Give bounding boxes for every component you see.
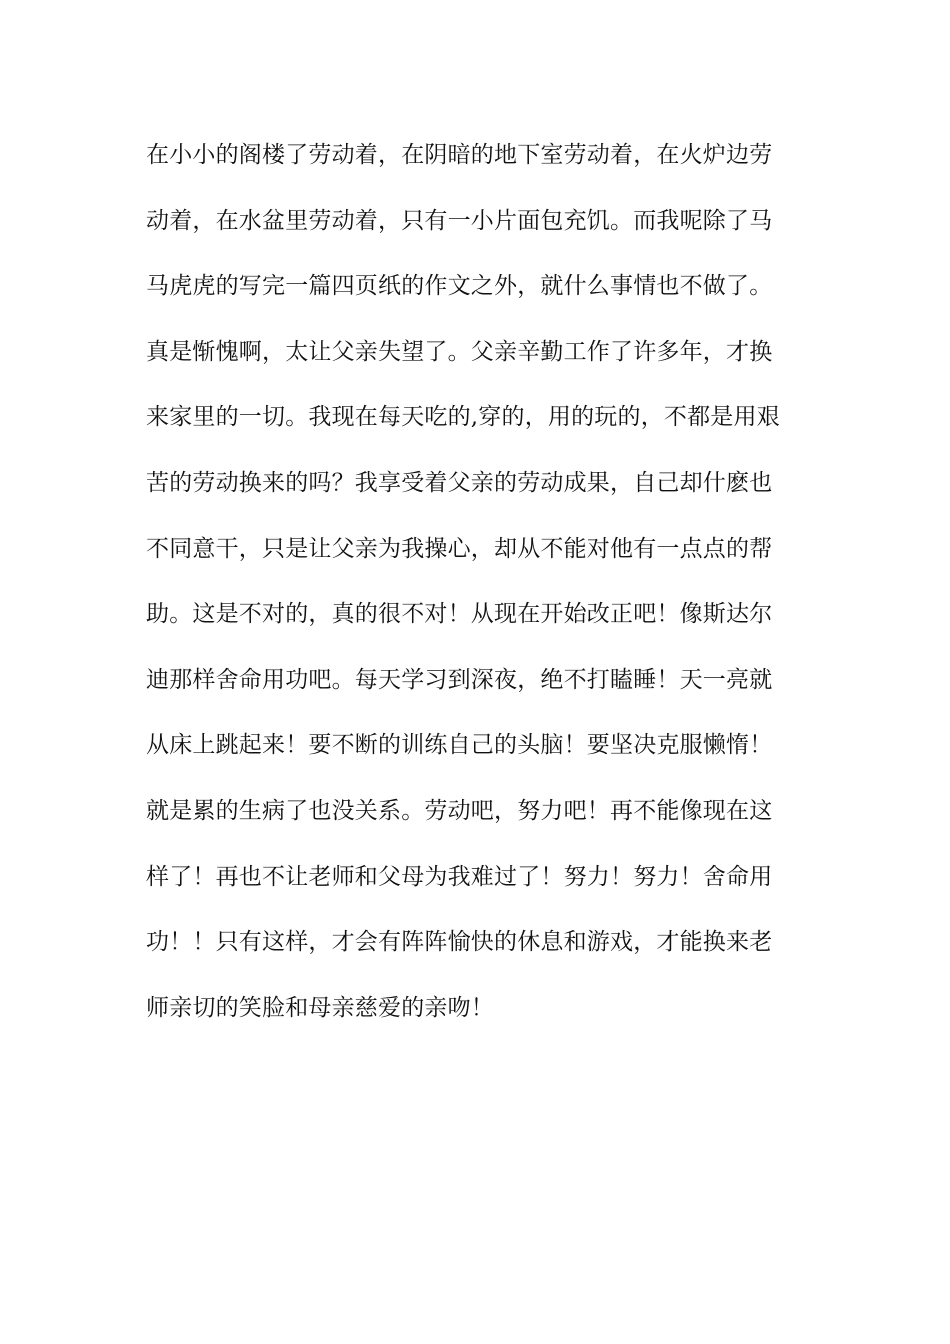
text-line-3: 马虎虎的写完一篇四页纸的作文之外，就什么事情也不做了。 [146, 273, 773, 300]
text-line-11: 就是累的生病了也没关系。劳动吧，努力吧！再不能像现在这 [146, 797, 773, 824]
text-line-8: 助。这是不对的，真的很不对！从现在开始改正吧！像斯达尔 [146, 601, 773, 628]
essay-body [146, 128, 826, 1046]
text-line-10: 从床上跳起来！要不断的训练自己的头脑！要坚决克服懒惰！ [146, 732, 773, 759]
text-line-12: 样了！再也不让老师和父母为我难过了！努力！努力！舍命用 [146, 863, 773, 890]
text-line-4: 真是惭愧啊，太让父亲失望了。父亲辛勤工作了许多年，才换 [146, 338, 773, 365]
text-line-5: 来家里的一切。我现在每天吃的,穿的，用的玩的，不都是用艰 [146, 404, 780, 431]
text-line-13: 功！！只有这样，才会有阵阵愉快的休息和游戏，才能换来老 [146, 929, 773, 956]
text-line-2: 动着，在水盆里劳动着，只有一小片面包充饥。而我呢除了马 [146, 207, 773, 234]
text-line-7: 不同意干，只是让父亲为我操心，却从不能对他有一点点的帮 [146, 535, 773, 562]
text-line-14: 师亲切的笑脸和母亲慈爱的亲吻！ [146, 994, 494, 1021]
text-line-1: 在小小的阁楼了劳动着，在阴暗的地下室劳动着，在火炉边劳 [146, 142, 773, 168]
text-line-9: 迪那样舍命用功吧。每天学习到深夜，绝不打瞌睡！天一亮就 [146, 666, 773, 693]
text-line-6: 苦的劳动换来的吗？我享受着父亲的劳动成果，自己却什麽也 [146, 469, 773, 496]
